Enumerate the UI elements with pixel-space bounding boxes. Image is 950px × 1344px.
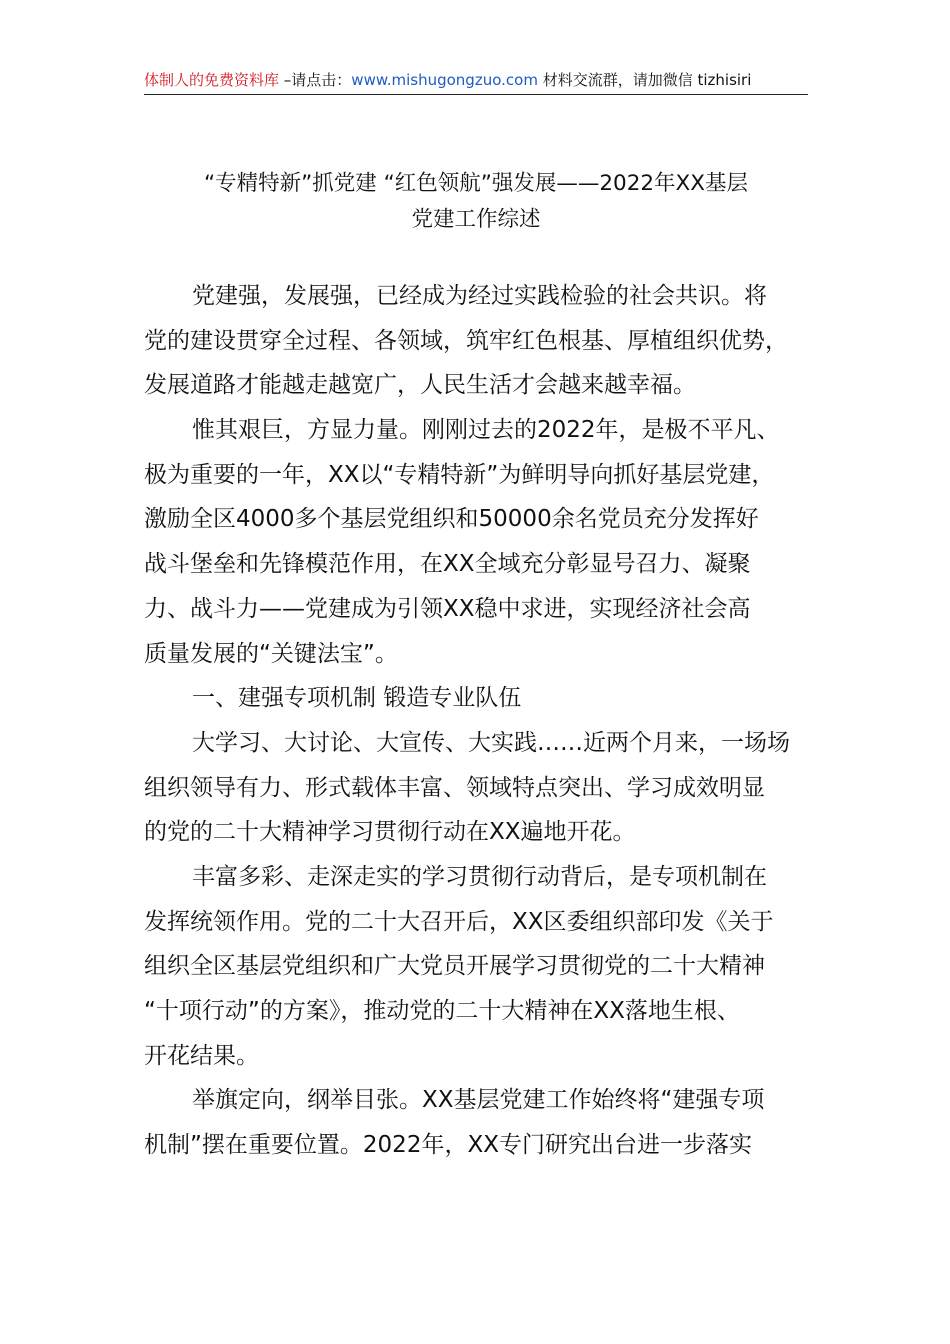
paragraph-4-line-5: 开花结果。 [144, 1042, 259, 1069]
paragraph-4-line-4: “十项行动”的方案》，推动党的二十大精神在XX落地生根、 [144, 998, 740, 1024]
paragraph-2-line-5: 力、战斗力——党建成为引领XX稳中求进，实现经济社会高 [144, 595, 751, 622]
paragraph-3-line-2: 组织领导有力、形式载体丰富、领域特点突出、学习成效明显 [144, 774, 765, 801]
page-header [144, 66, 808, 95]
paragraph-2-line-1: 惟其艰巨，方显力量。刚刚过去的2022年，是极不平凡、 [192, 417, 780, 444]
paragraph-1-line-1: 党建强，发展强，已经成为经过实践检验的社会共识。将 [192, 283, 767, 309]
document-title [144, 166, 808, 238]
paragraph-4-line-2: 发挥统领作用。党的二十大召开后，XX区委组织部印发《关于 [144, 908, 774, 935]
paragraph-3-line-3: 的党的二十大精神学习贯彻行动在XX遍地开花。 [144, 819, 636, 846]
paragraph-2-line-6: 质量发展的“关键法宝”。 [144, 640, 398, 667]
header-brand: 体制人的免费资料库 [144, 71, 280, 89]
paragraph-4-line-3: 组织全区基层党组织和广大党员开展学习贯彻党的二十大精神 [144, 953, 765, 980]
paragraph-2-line-3: 激励全区4000多个基层党组织和50000余名党员充分发挥好 [144, 506, 759, 533]
title-line-1: “专精特新”抓党建 “红色领航”强发展——2022年XX基层 [203, 171, 749, 196]
paragraph-4-line-1: 丰富多彩、走深走实的学习贯彻行动背后，是专项机制在 [192, 863, 767, 890]
section-heading-1: 一、建强专项机制 锻造专业队伍 [192, 685, 522, 712]
header-contact-text: 材料交流群，请加微信 tizhisiri [537, 71, 752, 89]
paragraph-1-line-2: 党的建设贯穿全过程、各领域，筑牢红色根基、厚植组织优势， [144, 327, 788, 354]
paragraph-3-line-1: 大学习、大讨论、大宣传、大实践……近两个月来，一场场 [192, 729, 790, 756]
paragraph-5-line-2: 机制”摆在重要位置。2022年，XX专门研究出台进一步落实 [144, 1132, 752, 1159]
paragraph-1-line-3: 发展道路才能越走越宽广，人民生活才会越来越幸福。 [144, 372, 696, 399]
paragraph-2-line-2: 极为重要的一年，XX以“专精特新”为鲜明导向抓好基层党建， [144, 461, 775, 488]
paragraph-5-line-1: 举旗定向，纲举目张。XX基层党建工作始终将“建强专项 [192, 1087, 765, 1114]
title-line-2: 党建工作综述 [411, 207, 541, 232]
header-website-link[interactable]: www.mishugongzuo.com [351, 71, 538, 89]
document-body [144, 274, 816, 1168]
paragraph-2-line-4: 战斗堡垒和先锋模范作用，在XX全域充分彰显号召力、凝聚 [144, 551, 751, 578]
header-separator: –请点击： [279, 71, 352, 89]
